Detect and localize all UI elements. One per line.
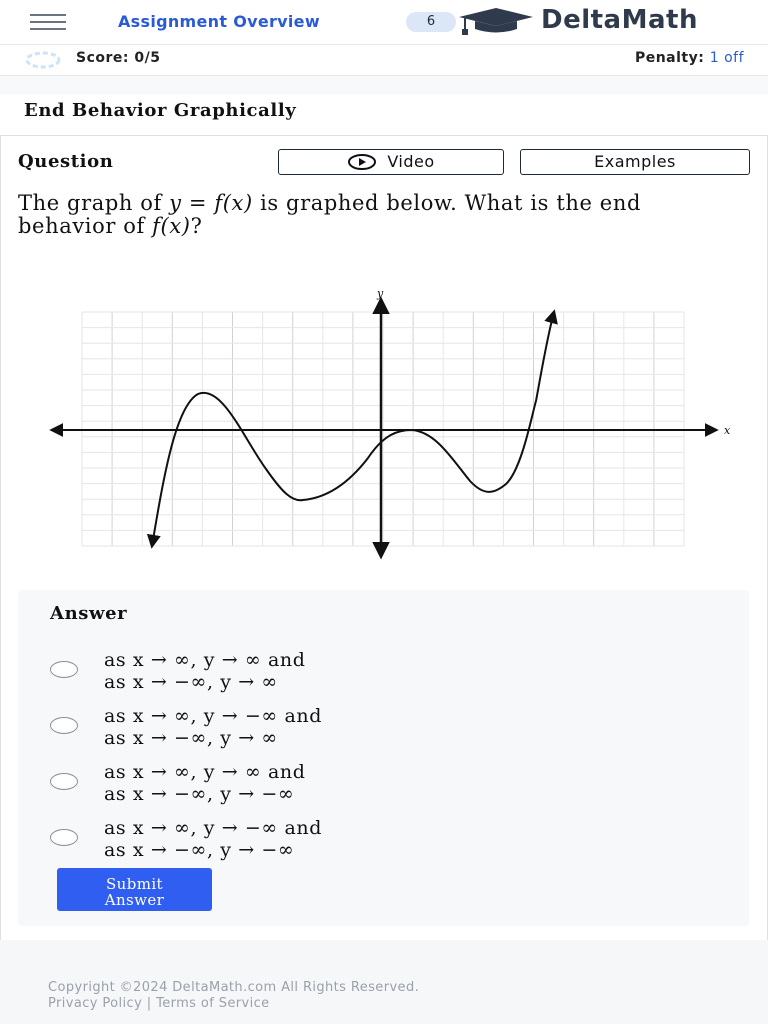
section-divider (0, 76, 768, 94)
answer-choice-line-2: as x → −∞, y → ∞ (104, 671, 278, 693)
play-circle-icon (347, 154, 377, 170)
submit-label-line-1: Submit (106, 874, 163, 893)
graduation-cap-icon (455, 8, 537, 36)
score-value: 0/5 (134, 50, 161, 66)
problem-title: End Behavior Graphically (24, 100, 297, 121)
score-progress-ring-icon (24, 51, 62, 69)
answer-choice-text (104, 817, 322, 861)
function-graph (44, 284, 744, 566)
answer-choice-2[interactable] (48, 705, 648, 755)
submit-label-line-2: Answer (104, 890, 165, 909)
video-button-label: Video (387, 152, 435, 171)
prompt-math-function: y = f(x) (169, 191, 253, 215)
answer-choice-line-2: as x → −∞, y → −∞ (104, 783, 295, 805)
score-display (76, 50, 160, 66)
terms-of-service-link[interactable]: Terms of Service (156, 996, 270, 1011)
footer-separator: | (142, 996, 157, 1011)
answer-heading: Answer (50, 603, 128, 624)
assignment-overview-link[interactable]: Assignment Overview (118, 12, 320, 31)
radio-button[interactable] (50, 773, 78, 790)
privacy-policy-link[interactable]: Privacy Policy (48, 996, 143, 1011)
radio-button[interactable] (50, 829, 78, 846)
x-axis-label: x (724, 424, 731, 437)
y-axis-label: y (377, 287, 384, 300)
answer-choice-line-1: as x → ∞, y → ∞ and (104, 761, 306, 783)
answer-choice-line-2: as x → −∞, y → −∞ (104, 839, 295, 861)
penalty-display (635, 50, 744, 66)
examples-button[interactable]: Examples (520, 149, 750, 175)
score-label: Score: (76, 50, 129, 66)
answer-choice-line-1: as x → ∞, y → ∞ and (104, 649, 306, 671)
radio-button[interactable] (50, 661, 78, 678)
answer-choice-text (104, 761, 305, 805)
footer-links (48, 996, 270, 1011)
prompt-text-2: is graphed below. What is the end behavior of (18, 191, 641, 238)
question-heading: Question (18, 151, 114, 172)
penalty-value[interactable]: 1 off (709, 50, 744, 66)
video-button[interactable] (278, 149, 504, 175)
hamburger-menu-icon[interactable] (30, 14, 66, 32)
assignment-count-badge: 6 (406, 12, 456, 32)
deltamath-logo-text: DeltaMath (541, 5, 698, 35)
prompt-text-1: The graph of (18, 191, 170, 215)
answer-choice-4[interactable] (48, 817, 648, 867)
answer-choice-text (104, 649, 305, 693)
submit-answer-button[interactable] (57, 868, 212, 911)
penalty-label: Penalty: (634, 50, 705, 66)
radio-button[interactable] (50, 717, 78, 734)
answer-choice-1[interactable] (48, 649, 648, 699)
answer-choice-line-1: as x → ∞, y → −∞ and (104, 705, 322, 727)
question-prompt (18, 192, 678, 238)
answer-choice-line-1: as x → ∞, y → −∞ and (104, 817, 322, 839)
top-navigation-bar (0, 0, 768, 45)
prompt-text-3: ? (190, 214, 203, 238)
answer-choice-line-2: as x → −∞, y → ∞ (104, 727, 278, 749)
copyright-text: Copyright ©2024 DeltaMath.com All Rights Reserved. (48, 980, 420, 995)
prompt-math-fx: f(x) (152, 214, 191, 238)
answer-choice-3[interactable] (48, 761, 648, 811)
score-bar (0, 45, 768, 76)
page-footer (0, 940, 768, 1024)
answer-choice-text (104, 705, 322, 749)
